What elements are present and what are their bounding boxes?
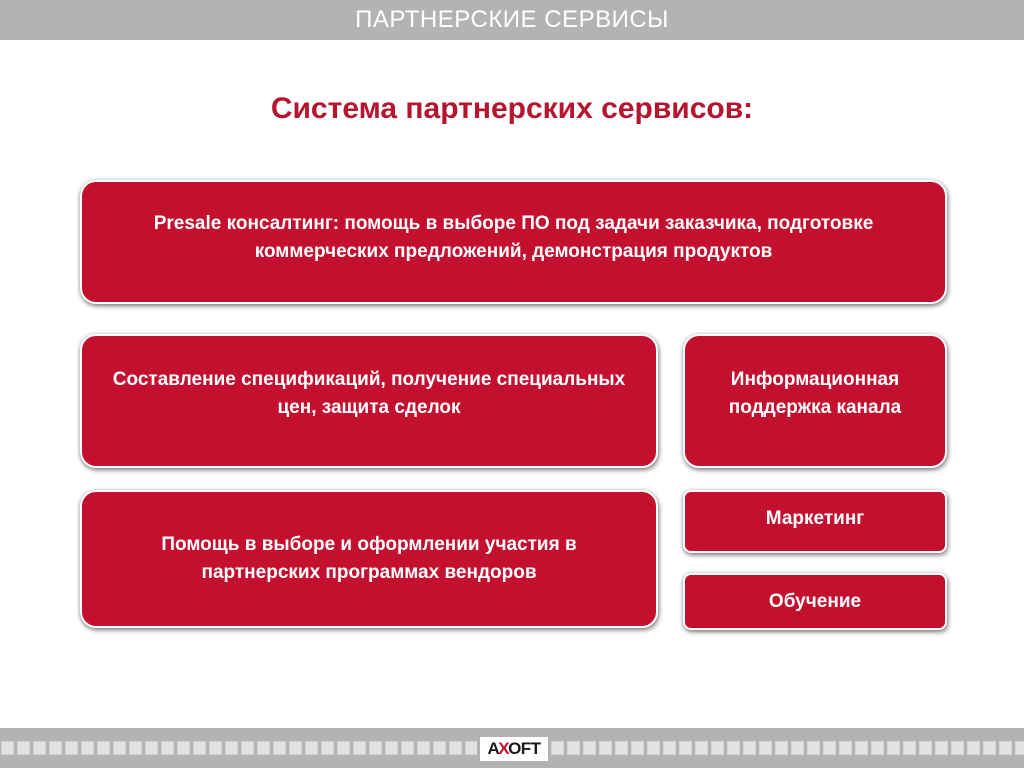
slide-header-title: ПАРТНЕРСКИЕ СЕРВИСЫ [355, 6, 669, 33]
service-box-specifications [80, 334, 658, 468]
footer-pattern-right [551, 741, 1024, 755]
service-text-vendor-programs: Помощь в выборе и оформлении участия в партнерских программах вендоров [161, 534, 577, 583]
service-box-info-support [683, 334, 947, 468]
service-text-training: Обучение [768, 590, 862, 612]
service-box-marketing [683, 490, 947, 553]
logo-letter-x: Х [498, 739, 510, 758]
service-box-presale [80, 180, 947, 304]
service-text-info-support: Информационная поддержка канала [728, 369, 902, 418]
service-text-presale: Presale консалтинг: помощь в выборе ПО под задачи заказчика, подготовке коммерческих предложений, демонстрация продуктов [153, 213, 874, 262]
company-logo [480, 737, 548, 761]
footer-pattern-left [1, 741, 477, 755]
service-box-vendor-programs [80, 490, 658, 628]
slide-subtitle: Система партнерских сервисов: [270, 92, 754, 125]
service-text-specifications: Составление спецификаций, получение специальных цен, защита сделок [112, 369, 626, 418]
service-box-training [683, 573, 947, 630]
service-text-marketing: Маркетинг [765, 507, 865, 529]
logo-letters-oft: OFT [508, 739, 541, 758]
logo-letter-a: А [487, 739, 500, 758]
